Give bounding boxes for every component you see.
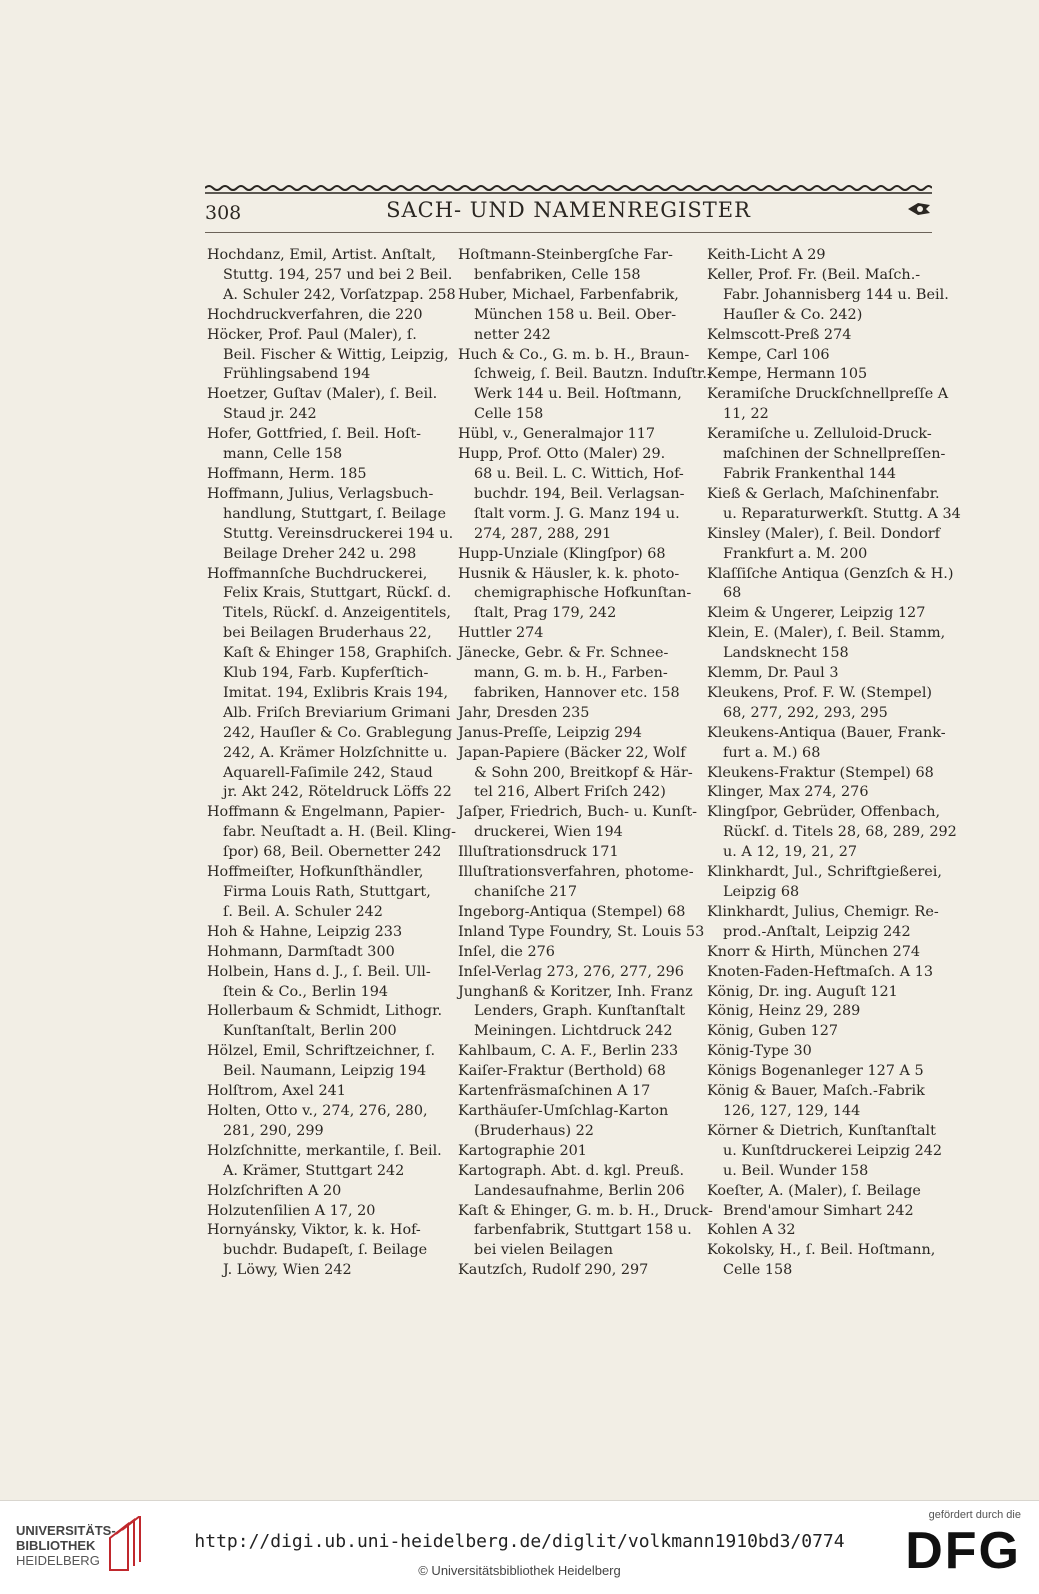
index-entry <box>707 1002 941 1022</box>
entry-continuation-line: ſtalt vorm. J. G. Manz 194 u. <box>474 505 680 522</box>
entry-continuation-line: handlung, Stuttgart, ſ. Beilage <box>223 505 446 522</box>
page-number: 308 <box>205 202 242 224</box>
entry-continuation-line: Fabrik Frankenthal 144 <box>723 465 897 482</box>
entry-headword-line: Klingſpor, Gebrüder, Offenbach, <box>707 804 941 821</box>
index-entry <box>707 1062 941 1082</box>
index-entry <box>458 724 694 744</box>
index-entry <box>458 704 694 724</box>
entry-continuation-line: ſchweig, ſ. Beil. Bautzn. Induſtr.- <box>474 366 712 383</box>
index-entry <box>707 1122 941 1182</box>
entry-headword-line: Hoffmannſche Buchdruckerei, <box>207 565 428 582</box>
index-entry <box>207 943 443 963</box>
entry-continuation-line: Imitat. 194, Exlibris Krais 194, <box>223 684 449 701</box>
index-entry <box>707 385 949 425</box>
entry-continuation-line: ſtalt, Prag 179, 242 <box>474 605 617 622</box>
entry-continuation-line: (Bruderhaus) 22 <box>474 1122 594 1139</box>
index-entry <box>707 604 941 624</box>
index-column-3 <box>707 246 961 1281</box>
index-entry <box>458 843 694 863</box>
entry-continuation-line: bei Beilagen Bruderhaus 22, <box>223 625 432 642</box>
index-entry <box>207 565 453 804</box>
index-entry <box>458 863 694 903</box>
entry-headword-line: Hoffmann, Julius, Verlagsbuch- <box>207 485 434 502</box>
entry-continuation-line: Beilage Dreher 242 u. 298 <box>223 545 417 562</box>
index-entry <box>707 525 941 565</box>
entry-continuation-line: Brend'amour Simhart 242 <box>723 1202 914 1219</box>
library-line-2: BIBLIOTHEK <box>16 1538 96 1553</box>
entry-headword-line: König, Guben 127 <box>707 1023 839 1040</box>
index-entry <box>458 1062 694 1082</box>
library-line-3: HEIDELBERG <box>16 1553 100 1568</box>
index-entry <box>707 1022 941 1042</box>
index-entry <box>707 1042 941 1062</box>
entry-headword-line: Kaſt & Ehinger, G. m. b. H., Druck- <box>458 1202 713 1219</box>
index-entry <box>707 724 946 764</box>
index-entry <box>458 923 705 943</box>
entry-continuation-line: buchdr. Budapeſt, ſ. Beilage <box>223 1242 428 1259</box>
index-entry <box>458 445 694 545</box>
entry-headword-line: Klinger, Max 274, 276 <box>707 784 869 801</box>
entry-continuation-line: 11, 22 <box>723 406 769 423</box>
entry-headword-line: Kleim & Ungerer, Leipzig 127 <box>707 605 926 622</box>
entry-headword-line: Kartenfräsmaſchinen A 17 <box>458 1083 651 1100</box>
index-entry <box>458 246 694 286</box>
entry-headword-line: König, Dr. ing. Auguſt 121 <box>707 983 898 1000</box>
index-entry <box>207 1182 443 1202</box>
index-entry <box>207 1002 443 1042</box>
entry-headword-line: Höcker, Prof. Paul (Maler), ſ. <box>207 326 417 343</box>
entry-continuation-line: Rückſ. d. Titels 28, 68, 289, 292 <box>723 824 957 841</box>
index-entry <box>458 803 697 843</box>
entry-headword-line: Kleukens-Antiqua (Bauer, Frank- <box>707 724 946 741</box>
index-entry <box>207 425 443 465</box>
index-entry <box>707 783 941 803</box>
entry-headword-line: Inſel-Verlag 273, 276, 277, 296 <box>458 963 684 980</box>
entry-continuation-line: Alb. Friſch Breviarium Grimani <box>223 704 451 721</box>
index-entry <box>707 425 946 485</box>
entry-continuation-line: chaniſche 217 <box>474 884 577 900</box>
entry-headword-line: Kinsley (Maler), ſ. Beil. Dondorf <box>707 525 940 542</box>
index-entry <box>207 465 443 485</box>
entry-continuation-line: J. Löwy, Wien 242 <box>223 1262 352 1279</box>
entry-headword-line: Kartograph. Abt. d. kgl. Preuß. <box>458 1162 685 1179</box>
index-entry <box>707 565 954 605</box>
entry-continuation-line: A. Schuler 242, Vorſatzpap. 258 <box>223 286 456 303</box>
entry-headword-line: Jänecke, Gebr. & Fr. Schnee- <box>458 645 669 662</box>
entry-headword-line: Klinkhardt, Julius, Chemigr. Re- <box>707 903 939 920</box>
digitization-footer <box>0 1500 1039 1594</box>
index-entry <box>458 545 694 565</box>
entry-headword-line: König & Bauer, Maſch.-Fabrik <box>707 1083 925 1100</box>
entry-continuation-line: Fabr. Johannisberg 144 u. Beil. <box>723 286 949 303</box>
entry-continuation-line: Beil. Naumann, Leipzig 194 <box>223 1063 427 1080</box>
entry-headword-line: Janus-Preſſe, Leipzig 294 <box>458 724 642 741</box>
entry-continuation-line: 68 u. Beil. L. C. Wittich, Hof- <box>474 465 684 482</box>
entry-headword-line: Kaiſer-Fraktur (Berthold) 68 <box>458 1063 666 1080</box>
entry-continuation-line: Stuttg. 194, 257 und bei 2 Beil. <box>223 266 453 283</box>
entry-headword-line: Illuſtrationsverfahren, photome- <box>458 864 694 881</box>
index-entry <box>207 923 443 943</box>
entry-continuation-line: 281, 290, 299 <box>223 1122 324 1139</box>
dfg-caption: gefördert durch die <box>928 1509 1021 1521</box>
entry-continuation-line: mann, G. m. b. H., Farben- <box>474 665 668 682</box>
entry-continuation-line: 274, 287, 288, 291 <box>474 525 612 542</box>
entry-headword-line: Hoffmann, Herm. 185 <box>207 465 367 482</box>
index-entry <box>707 1082 941 1122</box>
entry-headword-line: Japan-Papiere (Bäcker 22, Wolf <box>458 744 686 761</box>
entry-headword-line: Hölzel, Emil, Schriftzeichner, ſ. <box>207 1043 436 1060</box>
entry-continuation-line: Celle 158 <box>723 1262 793 1279</box>
entry-continuation-line: fabr. Neuſtadt a. H. (Beil. Kling- <box>223 824 456 841</box>
index-entry <box>458 1202 713 1262</box>
index-entry <box>458 1082 694 1102</box>
entry-headword-line: Hochdruckverfahren, die 220 <box>207 306 423 323</box>
entry-headword-line: Kelmscott-Preß 274 <box>707 326 852 343</box>
entry-continuation-line: 68, 277, 292, 293, 295 <box>723 704 888 721</box>
index-entry <box>458 1042 694 1062</box>
entry-continuation-line: buchdr. 194, Beil. Verlagsan- <box>474 485 685 502</box>
entry-continuation-line: Stuttg. Vereinsdruckerei 194 u. <box>223 525 454 542</box>
index-entry <box>458 1261 694 1281</box>
index-entry <box>458 346 712 426</box>
entry-continuation-line: Felix Krais, Stuttgart, Rückſ. d. <box>223 585 452 602</box>
index-entry <box>707 1182 941 1222</box>
entry-continuation-line: 242, A. Krämer Holzſchnitte u. <box>223 744 448 761</box>
entry-headword-line: Hochdanz, Emil, Artist. Anſtalt, <box>207 247 437 263</box>
header-rule <box>205 232 932 233</box>
entry-headword-line: Ingeborg-Antiqua (Stempel) 68 <box>458 903 686 920</box>
entry-headword-line: Kempe, Carl 106 <box>707 346 830 363</box>
entry-headword-line: Kieß & Gerlach, Maſchinenfabr. <box>707 485 940 502</box>
entry-continuation-line: tel 216, Albert Friſch 242) <box>474 784 666 801</box>
index-entry <box>458 1142 694 1162</box>
entry-continuation-line: benfabriken, Celle 158 <box>474 266 641 283</box>
index-entry <box>707 624 946 664</box>
entry-headword-line: Hofer, Gottfried, ſ. Beil. Hoſt- <box>207 426 422 443</box>
index-entry <box>458 644 694 704</box>
entry-headword-line: Jahr, Dresden 235 <box>458 704 590 721</box>
index-column-1 <box>207 246 456 1281</box>
index-entry <box>707 1241 941 1281</box>
entry-headword-line: Keramiſche Druckſchnellpreſſe A <box>707 386 949 403</box>
entry-continuation-line: fabriken, Hannover etc. 158 <box>474 684 680 701</box>
index-entry <box>707 326 941 346</box>
entry-continuation-line: A. Krämer, Stuttgart 242 <box>223 1162 405 1179</box>
entry-continuation-line: 126, 127, 129, 144 <box>723 1102 861 1119</box>
index-entry <box>207 385 443 425</box>
entry-continuation-line: bei vielen Beilagen <box>474 1242 613 1259</box>
entry-continuation-line: Hauſler & Co. 242) <box>723 306 863 323</box>
entry-continuation-line: u. A 12, 19, 21, 27 <box>723 844 858 861</box>
entry-headword-line: Inland Type Foundry, St. Louis 53 <box>458 923 705 940</box>
entry-headword-line: Keller, Prof. Fr. (Beil. Maſch.- <box>707 266 921 283</box>
entry-headword-line: Körner & Dietrich, Kunſtanſtalt <box>707 1122 936 1139</box>
entry-continuation-line: druckerei, Wien 194 <box>474 824 623 841</box>
entry-continuation-line: mann, Celle 158 <box>223 446 343 463</box>
entry-headword-line: Klaſſiſche Antiqua (Genzſch & H.) <box>707 565 954 582</box>
index-entry <box>207 246 456 306</box>
entry-continuation-line: Staud jr. 242 <box>223 406 317 423</box>
entry-headword-line: Huber, Michael, Farbenfabrik, <box>458 286 679 303</box>
entry-headword-line: Kleukens-Fraktur (Stempel) 68 <box>707 764 934 781</box>
index-entry <box>458 1162 694 1202</box>
copyright-notice: © Universitätsbibliothek Heidelberg <box>418 1563 621 1578</box>
index-entry <box>707 246 941 266</box>
library-line-1: UNIVERSITÄTS- <box>16 1523 116 1538</box>
index-entry <box>207 485 454 565</box>
entry-headword-line: Jaſper, Friedrich, Buch- u. Kunſt- <box>458 804 697 821</box>
index-entry <box>707 485 961 525</box>
index-entry <box>207 963 443 1003</box>
index-entry <box>207 1142 443 1182</box>
index-entry <box>458 983 694 1043</box>
entry-continuation-line: Celle 158 <box>474 406 544 423</box>
index-entry <box>207 1082 443 1102</box>
entry-headword-line: Hoffmeiſter, Hofkunſthändler, <box>207 864 424 881</box>
entry-continuation-line: u. Beil. Wunder 158 <box>723 1162 869 1179</box>
entry-headword-line: Holbein, Hans d. J., ſ. Beil. Ull- <box>207 963 431 980</box>
entry-headword-line: Kahlbaum, C. A. F., Berlin 233 <box>458 1043 679 1060</box>
entry-continuation-line: chemigraphische Hofkunſtan- <box>474 585 692 602</box>
entry-continuation-line: farbenfabrik, Stuttgart 158 u. <box>474 1222 692 1239</box>
entry-continuation-line: Landesaufnahme, Berlin 206 <box>474 1182 685 1199</box>
entry-headword-line: Inſel, die 276 <box>458 943 555 960</box>
entry-headword-line: Junghanß & Koritzer, Inh. Franz <box>458 983 693 1000</box>
entry-headword-line: Kokolsky, H., ſ. Beil. Hoſtmann, <box>707 1242 936 1259</box>
index-entry <box>458 943 694 963</box>
entry-continuation-line: Werk 144 u. Beil. Hoſtmann, <box>474 386 682 403</box>
index-entry <box>707 803 957 863</box>
entry-continuation-line: 242, Hauſler & Co. Grablegung <box>223 724 453 741</box>
entry-continuation-line: jr. Akt 242, Röteldruck Löffs 22 <box>223 784 452 801</box>
entry-headword-line: Hornyánsky, Viktor, k. k. Hof- <box>207 1222 421 1239</box>
index-entry <box>458 565 694 625</box>
entry-continuation-line: Klub 194, Farb. Kupferſtich- <box>223 665 429 682</box>
entry-continuation-line: & Sohn 200, Breitkopf & Här- <box>474 764 693 781</box>
index-entry <box>707 266 949 326</box>
index-entry <box>707 764 941 784</box>
entry-headword-line: Karthäuſer-Umſchlag-Karton <box>458 1102 669 1119</box>
index-entry <box>458 624 694 644</box>
index-entry <box>707 346 941 366</box>
entry-continuation-line: u. Reparaturwerkſt. Stuttg. A 34 <box>723 505 961 522</box>
entry-continuation-line: prod.-Anſtalt, Leipzig 242 <box>723 923 911 940</box>
index-entry <box>458 963 694 983</box>
index-entry <box>207 1202 443 1222</box>
entry-continuation-line: maſchinen der Schnellpreſſen- <box>723 446 946 463</box>
entry-headword-line: König-Type 30 <box>707 1043 812 1060</box>
entry-headword-line: Illuſtrationsdruck 171 <box>458 844 619 861</box>
entry-continuation-line: furt a. M.) 68 <box>723 744 821 761</box>
entry-headword-line: Klemm, Dr. Paul 3 <box>707 665 839 682</box>
index-entry <box>207 1042 443 1082</box>
entry-continuation-line: ſ. Beil. A. Schuler 242 <box>223 903 383 920</box>
entry-continuation-line: Beil. Fischer & Wittig, Leipzig, <box>223 346 449 363</box>
entry-continuation-line: München 158 u. Beil. Ober- <box>474 306 677 323</box>
entry-headword-line: Hupp, Prof. Otto (Maler) 29. <box>458 446 666 463</box>
entry-continuation-line: netter 242 <box>474 326 551 343</box>
entry-headword-line: Kempe, Hermann 105 <box>707 366 868 383</box>
index-entry <box>458 903 694 923</box>
index-entry <box>458 286 694 346</box>
entry-headword-line: Klinkhardt, Jul., Schriftgießerei, <box>707 864 942 881</box>
entry-headword-line: Kleukens, Prof. F. W. (Stempel) <box>707 684 933 701</box>
entry-headword-line: Hübl, v., Generalmajor 117 <box>458 426 656 443</box>
index-entry <box>707 1221 941 1241</box>
entry-continuation-line: u. Kunſtdruckerei Leipzig 242 <box>723 1142 943 1159</box>
entry-headword-line: Kartographie 201 <box>458 1142 587 1159</box>
entry-headword-line: Keramiſche u. Zelluloid-Druck- <box>707 426 932 443</box>
entry-headword-line: Huttler 274 <box>458 625 544 642</box>
page-title: SACH- UND NAMENREGISTER <box>386 198 751 222</box>
index-entry <box>207 1221 443 1281</box>
index-entry <box>207 326 449 386</box>
index-entry <box>707 365 941 385</box>
entry-headword-line: Hoh & Hahne, Leipzig 233 <box>207 923 403 940</box>
index-entry <box>707 684 941 724</box>
index-entry <box>707 903 941 943</box>
index-entry <box>207 863 443 923</box>
entry-continuation-line: Frühlingsabend 194 <box>223 366 371 383</box>
entry-continuation-line: Leipzig 68 <box>723 884 800 900</box>
entry-continuation-line: Lenders, Graph. Kunſtanſtalt <box>474 1003 686 1020</box>
entry-continuation-line: Kunſtanſtalt, Berlin 200 <box>223 1023 397 1040</box>
entry-headword-line: Hoſtmann-Steinbergſche Far- <box>458 247 673 263</box>
entry-headword-line: Koeſter, A. (Maler), ſ. Beilage <box>707 1182 921 1199</box>
index-entry <box>707 983 941 1003</box>
index-entry <box>458 744 694 804</box>
entry-headword-line: Husnik & Häusler, k. k. photo- <box>458 565 680 582</box>
index-entry <box>707 963 941 983</box>
index-entry <box>207 306 443 326</box>
permalink-url[interactable]: http://digi.ub.uni-heidelberg.de/diglit/volkmann1910bd3/0774 <box>194 1531 845 1552</box>
running-head <box>205 198 932 228</box>
entry-continuation-line: 68 <box>723 585 742 602</box>
entry-headword-line: Holzſchnitte, merkantile, ſ. Beil. <box>207 1142 442 1159</box>
entry-headword-line: Knoten-Faden-Heftmaſch. A 13 <box>707 963 934 980</box>
entry-headword-line: Huch & Co., G. m. b. H., Braun- <box>458 346 690 363</box>
entry-headword-line: Holzutenſilien A 17, 20 <box>207 1202 376 1219</box>
entry-headword-line: Königs Bogenanleger 127 A 5 <box>707 1063 924 1080</box>
index-entry <box>458 1102 694 1142</box>
entry-continuation-line: Frankfurt a. M. 200 <box>723 545 868 562</box>
entry-headword-line: Keith-Licht A 29 <box>707 247 826 263</box>
entry-headword-line: Kautzſch, Rudolf 290, 297 <box>458 1262 649 1279</box>
entry-headword-line: Holſtrom, Axel 241 <box>207 1083 346 1100</box>
index-entry <box>207 1102 443 1142</box>
entry-continuation-line: Kaſt & Ehinger 158, Graphiſch. <box>223 645 453 662</box>
entry-headword-line: Holten, Otto v., 274, 276, 280, <box>207 1102 428 1119</box>
entry-headword-line: Hoffmann & Engelmann, Papier- <box>207 804 445 821</box>
dfg-logo[interactable]: DFG <box>905 1522 1021 1580</box>
index-entry <box>458 425 694 445</box>
index-column-2 <box>458 246 713 1281</box>
entry-continuation-line: ſpor) 68, Beil. Obernetter 242 <box>223 844 442 861</box>
index-entry <box>707 664 941 684</box>
entry-continuation-line: Firma Louis Rath, Stuttgart, <box>223 884 431 900</box>
entry-headword-line: Kohlen A 32 <box>707 1222 796 1239</box>
index-entry <box>707 943 941 963</box>
entry-continuation-line: Landsknecht 158 <box>723 645 849 662</box>
index-entry <box>707 863 941 903</box>
entry-headword-line: Hollerbaum & Schmidt, Lithogr. <box>207 1003 443 1020</box>
entry-headword-line: Hoetzer, Guſtav (Maler), ſ. Beil. <box>207 386 438 403</box>
index-entry <box>207 803 456 863</box>
entry-headword-line: Holzſchriften A 20 <box>207 1182 342 1199</box>
entry-continuation-line: ſtein & Co., Berlin 194 <box>223 983 389 1000</box>
entry-headword-line: Knorr & Hirth, München 274 <box>707 943 921 960</box>
entry-headword-line: Hupp-Unziale (Klingſpor) 68 <box>458 545 666 562</box>
entry-continuation-line: Aquarell-Faſimile 242, Staud <box>223 764 433 781</box>
ornament-border <box>205 183 932 197</box>
entry-headword-line: Hohmann, Darmſtadt 300 <box>207 943 395 960</box>
entry-headword-line: Klein, E. (Maler), ſ. Beil. Stamm, <box>707 625 946 642</box>
hand-pointer-icon <box>906 199 932 219</box>
entry-continuation-line: Meiningen. Lichtdruck 242 <box>474 1023 673 1040</box>
entry-continuation-line: Titels, Rückſ. d. Anzeigentitels, <box>223 605 451 622</box>
entry-headword-line: König, Heinz 29, 289 <box>707 1003 861 1020</box>
